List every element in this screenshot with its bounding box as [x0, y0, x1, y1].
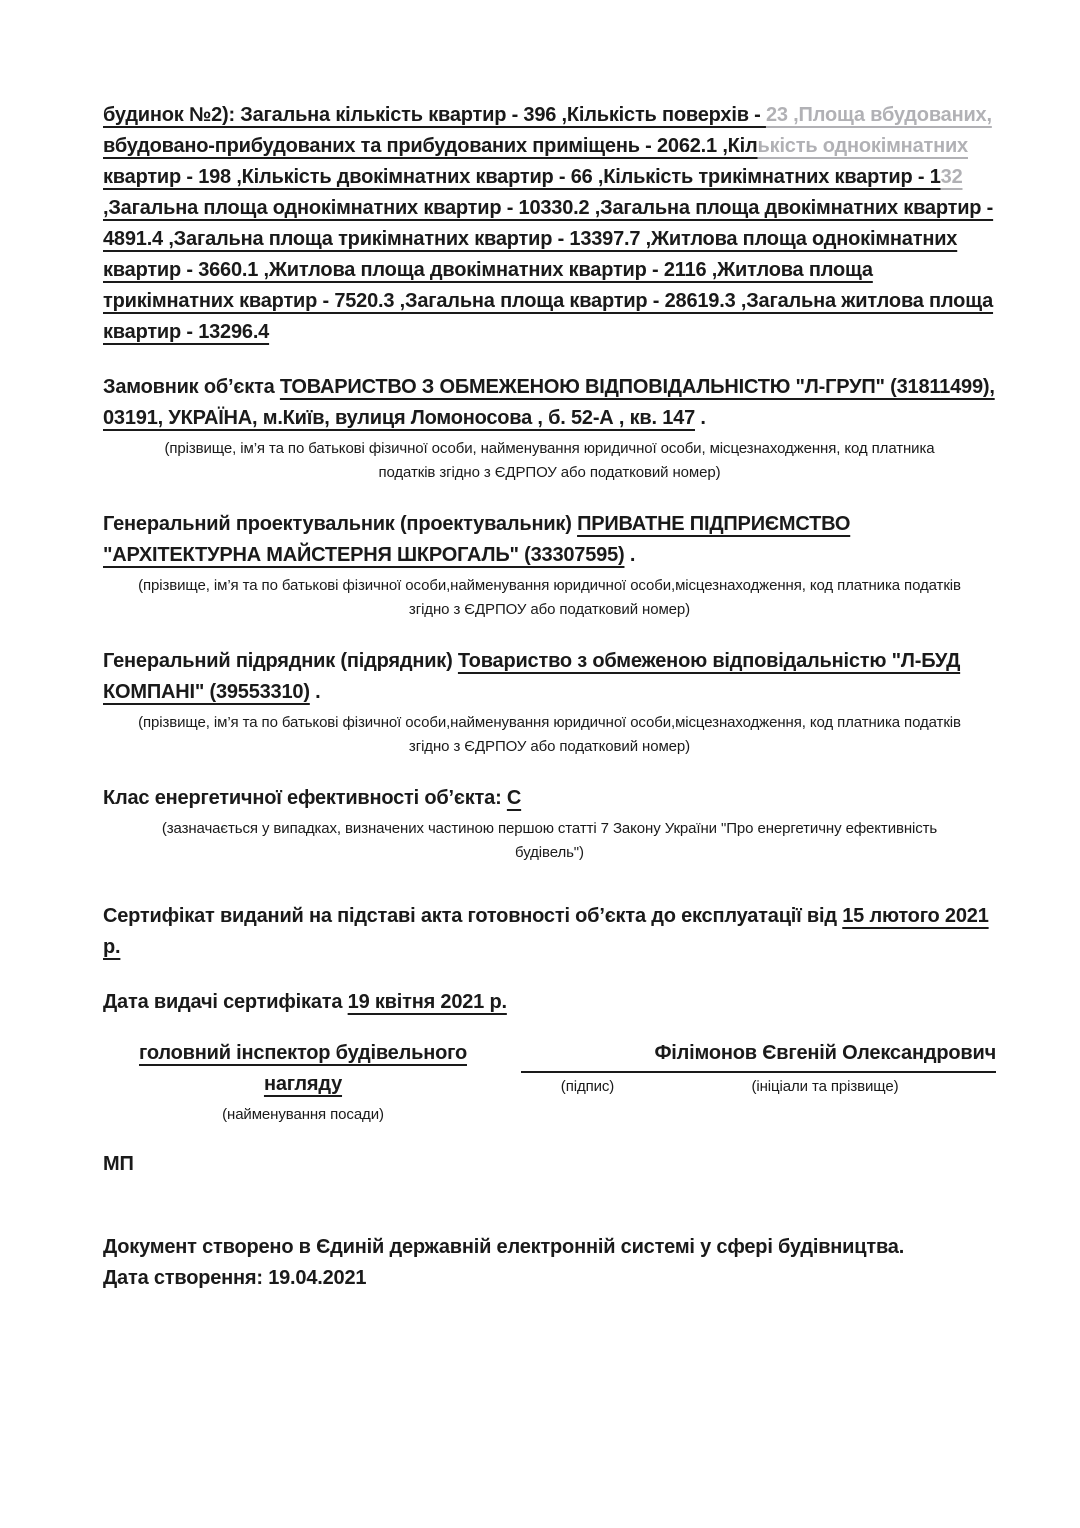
customer-line	[103, 372, 996, 434]
signature-position-note: (найменування посади)	[222, 1106, 384, 1123]
details-segment-1: будинок №2): Загальна кількість квартир - 396 ,Кількість поверхів -	[103, 104, 766, 126]
footer-block	[103, 1232, 996, 1294]
stamp-label: МП	[103, 1153, 134, 1175]
customer-note: (прізвище, ім’я та по батькові фізичної особи, найменування юридичної особи, місцезнаходження, код платника податків згідно з ЄДРПОУ або податковий номер)	[164, 440, 935, 481]
details-segment-2-muted: 23 ,Площа вбудованих,	[765, 104, 992, 126]
contractor-note: (прізвище, ім’я та по батькові фізичної особи,найменування юридичної особи,місцезнаходження, код платника податків згідно з ЄДРПОУ або податковий номер)	[138, 714, 961, 755]
energy-class-note: (зазначається у випадках, визначених частиною першою статті 7 Закону України "Про енергетичну ефективність будівель")	[161, 820, 938, 861]
designer-label: Генеральний проектувальник (проектувальник)	[103, 513, 578, 535]
signature-sign-cell	[521, 1073, 654, 1099]
customer-section	[103, 372, 996, 485]
designer-section	[103, 509, 996, 622]
customer-label: Замовник об’єкта	[103, 376, 280, 398]
designer-value: ПРИВАТНЕ ПІДПРИЄМСТВО "АРХІТЕКТУРНА МАЙСТЕРНЯ ШКРОГАЛЬ" (33307595)	[103, 513, 851, 566]
contractor-section	[103, 646, 996, 759]
signature-name-cell	[654, 1073, 996, 1099]
contractor-value: Товариство з обмеженою відповідальністю "Л-БУД КОМПАНІ" (39553310)	[103, 650, 961, 703]
certificate-basis-label: Сертифікат виданий на підставі акта готовності об’єкта до експлуатації від	[103, 905, 843, 927]
signature-position-title: головний інспектор будівельного нагляду	[139, 1042, 467, 1095]
details-segment-4-muted: ькість однокімнатних	[757, 135, 968, 157]
certificate-basis-date: 15 лютого 2021 р.	[103, 905, 989, 958]
contractor-line	[103, 646, 996, 708]
issue-date-section	[103, 987, 996, 1018]
details-segment-3: вбудовано-прибудованих та прибудованих приміщень - 2062.1 ,Кіл	[103, 135, 758, 157]
signature-signer-name: Філімонов Євгеній Олександрович	[521, 1038, 996, 1073]
designer-line	[103, 509, 996, 571]
signature-position-column	[123, 1038, 483, 1127]
certificate-basis-line	[103, 901, 996, 963]
issue-date-line	[103, 987, 996, 1018]
customer-value: ТОВАРИСТВО З ОБМЕЖЕНОЮ ВІДПОВІДАЛЬНІСТЮ "Л-ГРУП" (31811499), 03191, УКРАЇНА, м.Київ, вулиця Ломоносова , б. 52-А , кв. 147	[103, 376, 995, 429]
contractor-value-suffix: .	[309, 681, 321, 703]
footer-created-line: Документ створено в Єдиній державній електронній системі у сфері будівництва.	[103, 1236, 905, 1258]
object-details-paragraph	[103, 100, 996, 348]
energy-class-value: С	[506, 787, 522, 809]
energy-class-section	[103, 783, 996, 865]
details-segment-5: квартир - 198 ,Кількість двокімнатних квартир - 66 ,Кількість трикімнатних квартир - 1	[103, 166, 941, 188]
details-segment-7: ,Загальна площа однокімнатних квартир - 10330.2 ,Загальна площа двокімнатних квартир - 4891.4 ,Загальна площа трикімнатних квартир - 13397.7 ,Житлова площа однокімнатних квартир - 3660.1 ,Житлова площа двокімнатних квартир - 2116 ,Житлова площа трикімнатних квартир - 7520.3 ,Загальна площа квартир - 28619.3 ,Загальна житлова площа квартир - 13296.4	[103, 197, 994, 343]
designer-value-suffix: .	[624, 544, 636, 566]
designer-note: (прізвище, ім’я та по батькові фізичної особи,найменування юридичної особи,місцезнаходження, код платника податків згідно з ЄДРПОУ або податковий номер)	[138, 577, 961, 618]
issue-date-label: Дата видачі сертифіката	[103, 991, 348, 1013]
footer-creation-date-line: Дата створення: 19.04.2021	[103, 1267, 367, 1289]
certificate-basis-section	[103, 901, 996, 963]
details-segment-6-muted: 32	[940, 166, 963, 188]
energy-class-label: Клас енергетичної ефективності об’єкта:	[103, 787, 507, 809]
issue-date-value: 19 квітня 2021 р.	[347, 991, 507, 1013]
signature-block	[103, 1038, 996, 1127]
signature-name-column	[521, 1038, 996, 1099]
customer-value-suffix: .	[695, 407, 706, 429]
signature-notes-row	[521, 1073, 996, 1099]
energy-class-line	[103, 783, 996, 814]
signature-name-note: (ініціали та прізвище)	[751, 1078, 899, 1095]
signature-sign-note: (підпис)	[560, 1078, 615, 1095]
contractor-label: Генеральний підрядник (підрядник)	[103, 650, 458, 672]
